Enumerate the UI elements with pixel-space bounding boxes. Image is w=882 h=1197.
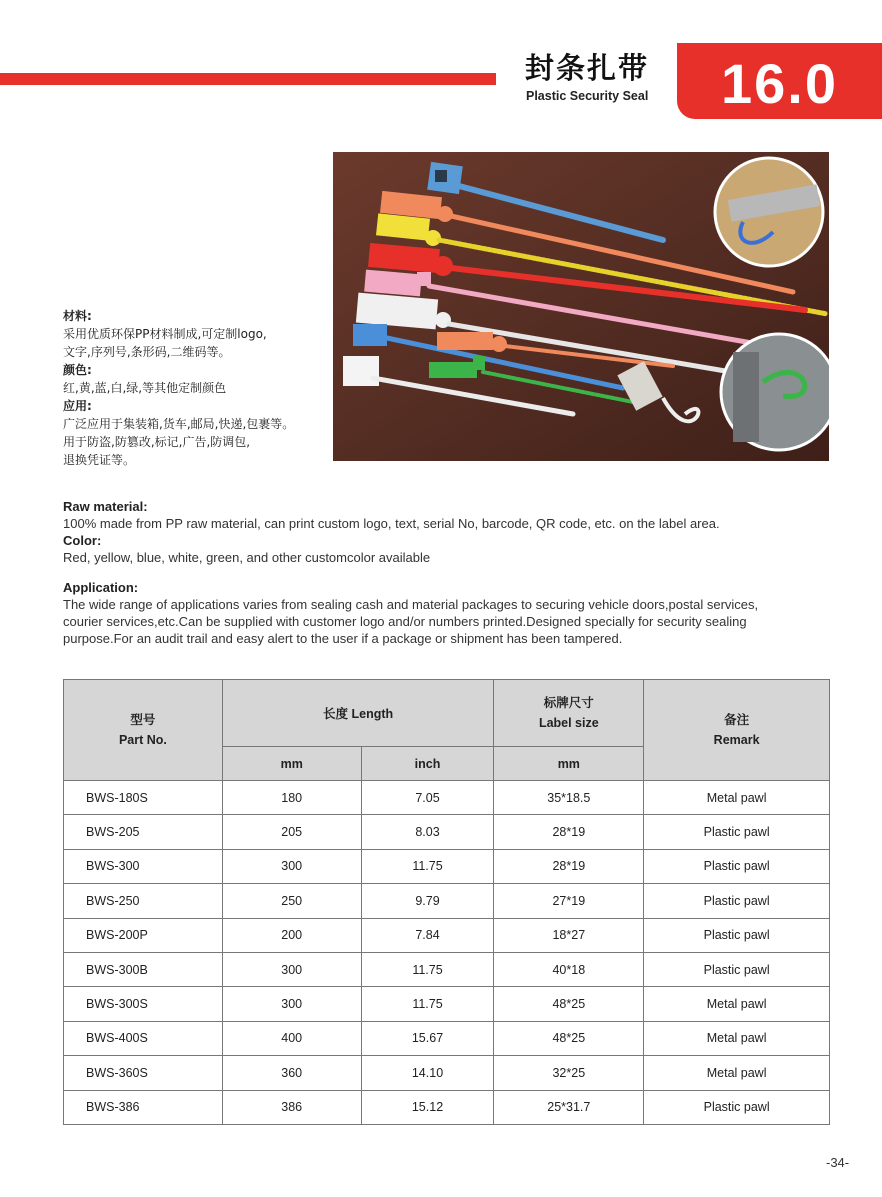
- cell-remark: Metal pawl: [644, 987, 830, 1021]
- section-number: 16.0: [721, 52, 838, 115]
- inset-photo-metal-latch: [715, 158, 823, 266]
- cell-length-inch: 8.03: [361, 815, 494, 849]
- chinese-application-line: 退换凭证等。: [63, 453, 136, 467]
- cell-length-inch: 7.05: [361, 781, 494, 815]
- cell-part-no: BWS-400S: [64, 1021, 223, 1055]
- product-photo: [333, 152, 829, 461]
- cell-length-inch: 9.79: [361, 884, 494, 918]
- cell-length-mm: 200: [222, 918, 361, 952]
- chinese-application-heading: 应用:: [63, 399, 92, 413]
- chinese-application-line: 用于防盗,防篡改,标记,广告,防调包,: [63, 435, 251, 449]
- application-heading: Application:: [63, 580, 139, 595]
- cell-part-no: BWS-386: [64, 1090, 223, 1124]
- header-length-inch: inch: [361, 747, 494, 781]
- cell-remark: Plastic pawl: [644, 849, 830, 883]
- page-title-chinese: 封条扎带: [525, 51, 650, 85]
- table-row: [64, 918, 830, 952]
- cell-label-size: 28*19: [494, 815, 644, 849]
- section-number-badge: [677, 43, 882, 119]
- cell-part-no: BWS-360S: [64, 1056, 223, 1090]
- cell-length-mm: 300: [222, 952, 361, 986]
- header-remark-en: Remark: [713, 733, 760, 747]
- chinese-color-heading: 颜色:: [63, 363, 92, 377]
- raw-material-text: 100% made from PP raw material, can print custom logo, text, serial No, barcode, QR code, etc. on the label area.: [63, 516, 720, 531]
- cell-part-no: BWS-200P: [64, 918, 223, 952]
- cell-label-size: 18*27: [494, 918, 644, 952]
- cell-part-no: BWS-300S: [64, 987, 223, 1021]
- cell-length-mm: 300: [222, 849, 361, 883]
- cell-label-size: 28*19: [494, 849, 644, 883]
- header-remark-cn: 备注: [724, 713, 750, 727]
- table-row: [64, 1090, 830, 1124]
- cell-remark: Plastic pawl: [644, 918, 830, 952]
- table-row: [64, 987, 830, 1021]
- cell-label-size: 48*25: [494, 1021, 644, 1055]
- cell-length-inch: 11.75: [361, 952, 494, 986]
- table-row: [64, 781, 830, 815]
- cell-length-mm: 386: [222, 1090, 361, 1124]
- cell-length-inch: 15.12: [361, 1090, 494, 1124]
- cell-remark: Plastic pawl: [644, 1090, 830, 1124]
- table-row: [64, 815, 830, 849]
- specification-table: [63, 679, 830, 1125]
- cell-remark: Metal pawl: [644, 1021, 830, 1055]
- application-text-line: purpose.For an audit trail and easy alert to the user if a package or shipment has been tampered.: [63, 631, 623, 646]
- cell-label-size: 27*19: [494, 884, 644, 918]
- header-label-size-en: Label size: [538, 716, 599, 730]
- cell-length-mm: 180: [222, 781, 361, 815]
- cell-part-no: BWS-300: [64, 849, 223, 883]
- header-remark: [644, 680, 830, 781]
- header-part-no-en: Part No.: [118, 733, 167, 747]
- chinese-material-line: 采用优质环保PP材料制成,可定制logo,: [63, 327, 267, 341]
- table-row: [64, 1056, 830, 1090]
- application-text-line: The wide range of applications varies from sealing cash and material packages to securing vehicle doors,postal services,: [63, 597, 759, 612]
- cell-length-inch: 11.75: [361, 987, 494, 1021]
- page-title-english: Plastic Security Seal: [526, 89, 649, 103]
- cell-remark: Plastic pawl: [644, 815, 830, 849]
- cell-length-inch: 15.67: [361, 1021, 494, 1055]
- header-part-no-cn: 型号: [130, 713, 156, 727]
- cell-label-size: 40*18: [494, 952, 644, 986]
- cell-label-size: 48*25: [494, 987, 644, 1021]
- cell-remark: Metal pawl: [644, 1056, 830, 1090]
- table-row: [64, 884, 830, 918]
- cell-part-no: BWS-205: [64, 815, 223, 849]
- header-length-mm: mm: [222, 747, 361, 781]
- color-text: Red, yellow, blue, white, green, and other customcolor available: [63, 550, 431, 565]
- header-label-size: [494, 680, 644, 747]
- inset-photo-door-seal: [721, 334, 829, 450]
- cell-remark: Plastic pawl: [644, 884, 830, 918]
- cell-length-mm: 205: [222, 815, 361, 849]
- page-number: -34-: [826, 1155, 850, 1170]
- cell-remark: Metal pawl: [644, 781, 830, 815]
- cell-length-mm: 300: [222, 987, 361, 1021]
- cell-length-inch: 7.84: [361, 918, 494, 952]
- cell-label-size: 25*31.7: [494, 1090, 644, 1124]
- cell-part-no: BWS-250: [64, 884, 223, 918]
- header-part-no: [64, 680, 223, 781]
- cell-label-size: 35*18.5: [494, 781, 644, 815]
- table-row: [64, 1021, 830, 1055]
- raw-material-heading: Raw material:: [63, 499, 148, 514]
- cell-part-no: BWS-300B: [64, 952, 223, 986]
- application-text-line: courier services,etc.Can be supplied with customer logo and/or numbers printed.Designed specially for security sealing: [63, 614, 747, 629]
- table-row: [64, 952, 830, 986]
- chinese-material-line: 文字,序列号,条形码,二维码等。: [63, 345, 231, 359]
- header-length: 长度 Length: [222, 680, 494, 747]
- color-heading: Color:: [63, 533, 102, 548]
- cell-length-mm: 360: [222, 1056, 361, 1090]
- chinese-material-heading: 材料:: [63, 309, 92, 323]
- cell-length-mm: 400: [222, 1021, 361, 1055]
- header-label-size-cn: 标牌尺寸: [543, 696, 594, 710]
- cell-label-size: 32*25: [494, 1056, 644, 1090]
- chinese-application-line: 广泛应用于集装箱,货车,邮局,快递,包裹等。: [63, 417, 295, 431]
- cell-remark: Plastic pawl: [644, 952, 830, 986]
- chinese-color-line: 红,黄,蓝,白,绿,等其他定制颜色: [63, 381, 227, 395]
- header-label-mm: mm: [494, 747, 644, 781]
- header-accent-bar: [0, 73, 496, 85]
- table-row: [64, 849, 830, 883]
- cell-length-mm: 250: [222, 884, 361, 918]
- cell-length-inch: 11.75: [361, 849, 494, 883]
- cell-part-no: BWS-180S: [64, 781, 223, 815]
- cell-length-inch: 14.10: [361, 1056, 494, 1090]
- english-description: [63, 498, 823, 647]
- chinese-description: [63, 307, 294, 469]
